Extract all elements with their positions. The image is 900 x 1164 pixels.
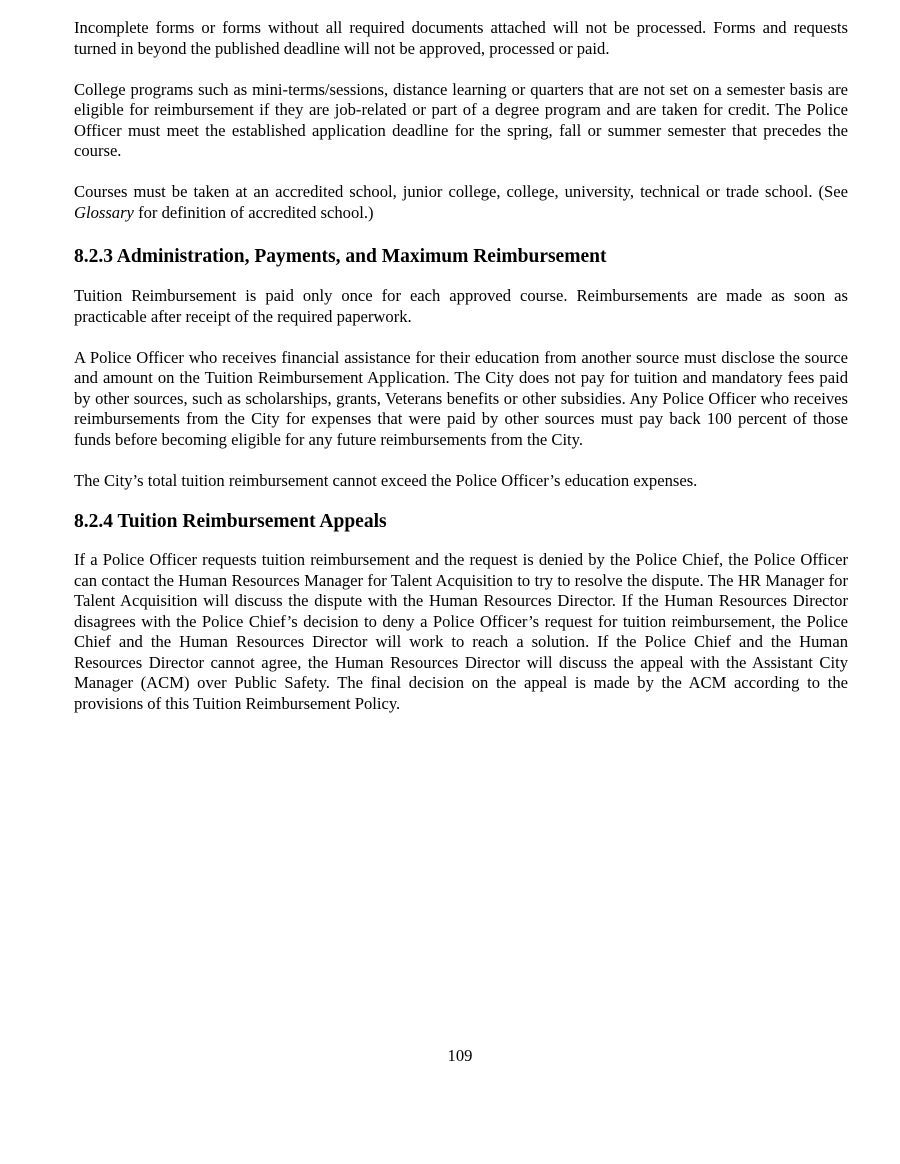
college-programs-paragraph: College programs such as mini-terms/sessions, distance learning or quarters that are not set on a semester basis are eligible for reimbursement if they are job-related or part of a degree program and are taken for credit. The Police Officer must meet the established application deadline for the spring, fall or summer semester that precedes the course. — [74, 79, 848, 160]
accredited-text-before: Courses must be taken at an accredited school, junior college, college, university, technical or trade school. (See — [74, 182, 848, 201]
section-8-2-4-heading: 8.2.4 Tuition Reimbursement Appeals — [74, 511, 387, 532]
financial-assistance-paragraph: A Police Officer who receives financial assistance for their education from another source must disclose the source and amount on the Tuition Reimbursement Application. The City does not pay for tuition and mandatory fees paid by other sources, such as scholarships, grants, Veterans benefits or other subsidies. Any Police Officer who receives reimbursements from the City for expenses that were paid by other sources must pay back 100 percent of those funds before becoming eligible for any future reimbursements from the City. — [74, 347, 848, 449]
incomplete-forms-paragraph: Incomplete forms or forms without all required documents attached will not be processed. Forms and requests turned in beyond the published deadline will not be approved, processed or paid. — [74, 18, 848, 58]
section-8-2-3-heading: 8.2.3 Administration, Payments, and Maximum Reimbursement — [74, 246, 607, 267]
accredited-text-after: for definition of accredited school.) — [133, 202, 374, 222]
appeals-paragraph: If a Police Officer requests tuition reimbursement and the request is denied by the Police Chief, the Police Officer can contact the Human Resources Manager for Talent Acquisition to try to resolve the dispute. The HR Manager for Talent Acquisition will discuss the dispute with the Human Resources Director. If the Human Resources Director disagrees with the Police Chief’s decision to deny a Police Officer’s request for tuition reimbursement, the Police Chief and the Human Resources Director will work to reach a solution. If the Police Chief and the Human Resources Director cannot agree, the Human Resources Director will discuss the appeal with the Assistant City Manager (ACM) over Public Safety. The final decision on the appeal is made by the ACM according to the provisions of this Tuition Reimbursement Policy. — [74, 550, 848, 713]
glossary-reference: Glossary — [74, 202, 134, 222]
total-reimbursement-paragraph: The City’s total tuition reimbursement cannot exceed the Police Officer’s education expenses. — [74, 470, 698, 490]
document-page — [74, 18, 848, 714]
payment-once-paragraph: Tuition Reimbursement is paid only once for each approved course. Reimbursements are made as soon as practicable after receipt of the required paperwork. — [74, 286, 848, 326]
page-number: 109 — [447, 1046, 473, 1065]
accredited-school-paragraph — [74, 182, 848, 223]
